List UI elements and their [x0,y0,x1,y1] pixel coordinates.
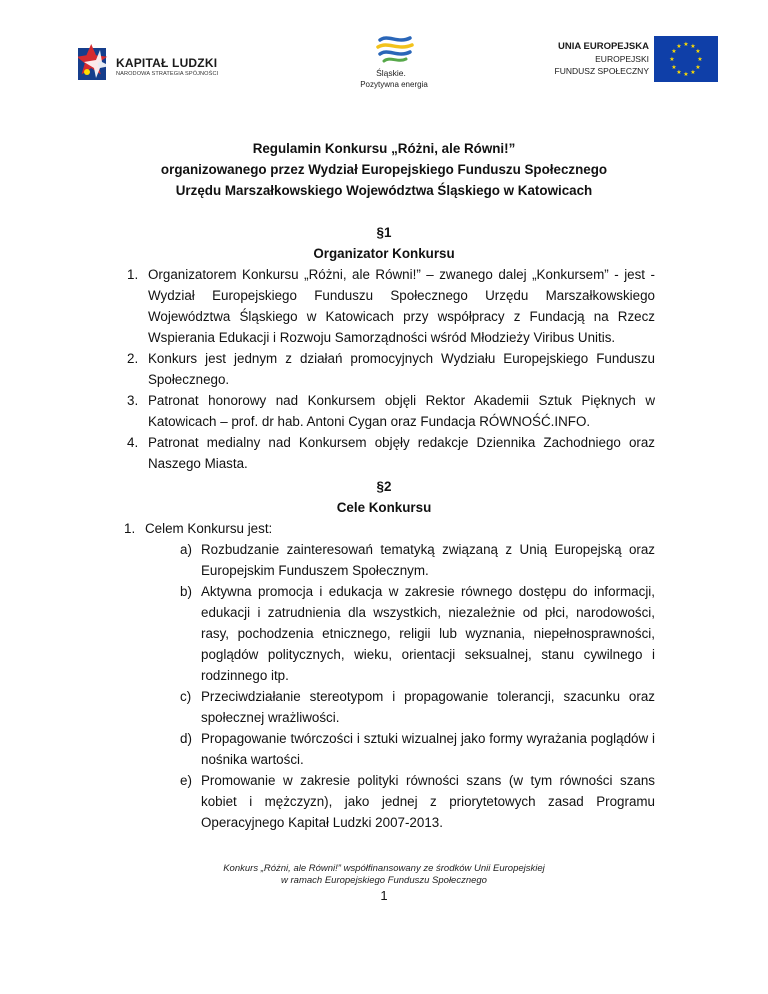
list-item-letter: c) [180,689,192,704]
list-item-text: Patronat medialny nad Konkursem objęły redakcje Dziennika Zachodniego oraz Naszego Miasta. [148,435,655,471]
footer-line-1: Konkurs „Różni, ale Równi!” współfinansowany ze środków Unii Europejskiej [223,863,545,874]
list-item-number: 2. [127,351,139,366]
page-number: 1 [380,888,388,903]
section-1-heading: Organizator Konkursu [313,246,455,261]
list-item-text: Konkurs jest jednym z działań promocyjnych Wydziału Europejskiego Funduszu Społecznego. [148,351,655,387]
eu-line-fund: FUNDUSZ SPOŁECZNY [554,66,649,76]
list-item [180,728,655,770]
list-item [180,581,655,686]
list-item-text: Promowanie w zakresie polityki równości szans (w tym równości szans kobiet i mężczyzn), jako jednej z priorytetowych zasad Programu Operacyjnego Kapitał Ludzki 2007-2013. [201,773,655,830]
slaskie-tagline: Pozytywna energia [360,80,428,89]
list-item-letter: e) [180,773,192,788]
kapital-ludzki-title: KAPITAŁ LUDZKI [116,56,218,70]
list-item-text: Aktywna promocja i edukacja w zakresie równego dostępu do informacji, edukacji i zatrudnienia dla wszystkich, niezależnie od płci, narodowości, rasy, pochodzenia etnicznego, religii lub wyznania, niepełnosprawności, poglądów politycznych, wieku, orientacji seksualnej, stanu cywilnego i rodzinnego itp. [201,584,655,683]
svg-text:★: ★ [671,48,677,55]
list-item-letter: a) [180,542,192,557]
svg-text:★: ★ [669,56,675,63]
list-item-text: Organizatorem Konkursu „Różni, ale Równi!” – zwanego dalej „Konkursem” - jest - Wydział Europejskiego Funduszu Społecznego Urzędu Marszałkowskiego Województwa Śląskiego w Katowicach przy współpracy z Fundacją na Rzecz Wspierania Edukacji i Rozwoju Samorządności wśród Młodzieży Viribus Unitis. [148,267,655,345]
list-item [127,390,655,432]
svg-text:★: ★ [695,48,701,55]
list-item-number: 1. [127,267,139,282]
title-line-2: organizowanego przez Wydział Europejskiego Funduszu Społecznego [160,162,608,177]
list-item-number: 4. [127,435,139,450]
footer-line-2: w ramach Europejskiego Funduszu Społecznego [281,875,487,886]
page-footer [0,863,768,887]
section-2-number: §2 [376,479,392,494]
svg-text:★: ★ [697,56,703,63]
list-item [127,264,655,348]
list-item-number: 3. [127,393,139,408]
eu-line-european: EUROPEJSKI [595,54,649,64]
list-item-text: Celem Konkursu jest: [145,521,273,536]
list-item [180,539,655,581]
title-line-1: Regulamin Konkursu „Różni, ale Równi!” [252,141,516,156]
title-line-3: Urzędu Marszałkowskiego Województwa Śląskiego w Katowicach [175,183,593,198]
list-item-number: 1. [124,521,136,536]
section-2-intro [124,518,445,539]
section-1-list [127,264,655,474]
slaskie-waves-icon [376,34,416,64]
kapital-ludzki-subtitle: NARODOWA STRATEGIA SPÓJNOŚCI [116,71,219,77]
list-item-letter: b) [180,584,192,599]
list-item [180,770,655,833]
list-item-letter: d) [180,731,192,746]
kapital-ludzki-emblem-icon [78,42,112,82]
list-item [124,518,445,539]
list-item [127,432,655,474]
svg-text:★: ★ [690,43,696,50]
svg-text:★: ★ [676,69,682,76]
section-1-number: §1 [376,225,392,240]
eu-line-union: UNIA EUROPEJSKA [558,41,649,52]
svg-text:★: ★ [683,71,689,78]
svg-text:★: ★ [690,69,696,76]
eu-flag-icon [654,36,718,82]
list-item-text: Rozbudzanie zainteresowań tematyką związaną z Unią Europejską oraz Europejskim Funduszem Społecznym. [201,542,655,578]
document-title [0,138,768,201]
section-2-heading: Cele Konkursu [336,500,432,515]
kapital-ludzki-logo [78,40,228,88]
svg-text:★: ★ [683,41,689,48]
svg-text:★: ★ [695,64,701,71]
eu-logo-text [541,41,649,77]
slaskie-logo [356,34,432,94]
list-item-text: Przeciwdziałanie stereotypom i propagowanie tolerancji, szacunku oraz społecznej wrażliwości. [201,689,655,725]
list-item-text: Propagowanie twórczości i sztuki wizualnej jako formy wyrażania poglądów i nośnika wartości. [201,731,655,767]
slaskie-name: Śląskie. [376,68,406,78]
list-item-text: Patronat honorowy nad Konkursem objęli Rektor Akademii Sztuk Pięknych w Katowicach – prof. dr hab. Antoni Cygan oraz Fundacja RÓWNOŚĆ.INFO. [148,393,655,429]
list-item [127,348,655,390]
eu-logo [541,36,721,88]
list-item [180,686,655,728]
svg-text:★: ★ [671,64,677,71]
section-2-goals-list [180,539,655,833]
svg-text:★: ★ [676,43,682,50]
